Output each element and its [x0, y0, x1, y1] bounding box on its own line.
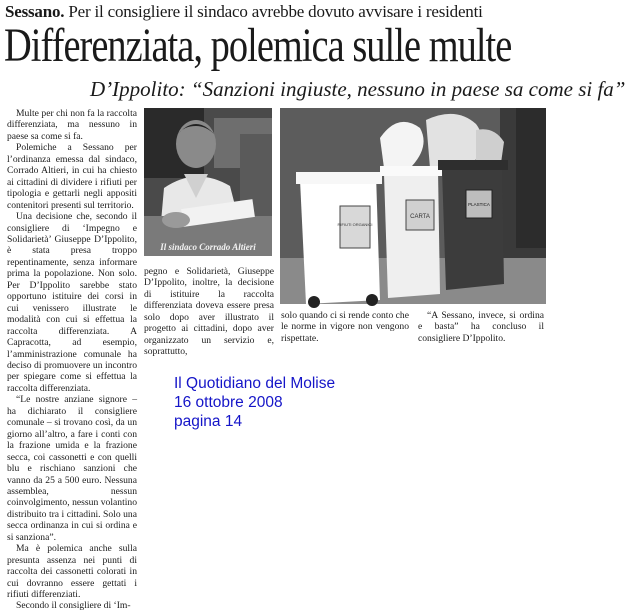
text-column-1 — [7, 108, 137, 612]
paragraph: Multe per chi non fa la raccolta differenziata, ma nessuno in paese sa come si fa. — [7, 108, 137, 142]
kicker-text: Per il consigliere il sindaco avrebbe dovuto avvisare i residenti — [68, 2, 483, 21]
kicker-location: Sessano. — [5, 2, 65, 21]
paragraph: solo quando ci si rende conto che le norme in vigore non vengono rispettate. — [281, 310, 409, 344]
paragraph: Ma è polemica anche sulla presunta assenza nei punti di raccolta dei cassonetti colorati in cui dovranno essere gettati i rifiuti differenziati. — [7, 543, 137, 601]
bin-label-plastic: PLASTICA — [468, 202, 490, 207]
mayor-photo-image — [144, 108, 272, 256]
source-newspaper: Il Quotidiano del Molise — [174, 375, 336, 392]
paragraph: pegno e Solidarietà, Giuseppe D’Ippolito, inoltre, la decisione di istituire la raccolta differenziata doveva essere presa solo dopo aver illustrato il progetto ai cittadini, dopo aver organizzato un servizio e, soprattutto, — [144, 266, 274, 358]
paragraph: Secondo il consigliere di ‘Im- — [16, 600, 131, 612]
paragraph: Una decisione che, secondo il consigliere di ‘Impegno e Solidarietà’ Giuseppe D’Ippolito, è stata presa troppo repentinamente, senza informare prima la popolazione. Non solo. Per D’Ippolito sarebbe stato opportuno istituire dei corsi in cui venissero illustrate le modalità con cui si effettua la raccolta differenziata. A Capracotta, ad esempio, l’amministrazione comunale ha deciso di promuovere un incontro per spiegare come si effettua la raccolta differenziata. — [7, 211, 137, 394]
source-note — [174, 374, 374, 431]
bins-photo-image — [280, 108, 546, 304]
source-date: 16 ottobre 2008 — [174, 394, 283, 411]
article-subhead: D’Ippolito: “Sanzioni ingiuste, nessuno in paese sa come si fa” — [90, 77, 625, 101]
paragraph: “Le nostre anziane signore – ha dichiarato il consigliere comunale – si trovano così, da un giorno all’altro, a fare i conti con la frazione umida e la frazione secca, coi cassonetti e con quelli blu e rischiano sanzioni che vanno da 25 a 500 euro. Nessuna assemblea, nessun coinvolgimento, nessun volantino distribuito tra i cittadini. Solo una secca ordinanza in cui si ordina e si sanziona”. — [7, 394, 137, 543]
article-headline: Differenziata, polemica sulle multe — [4, 19, 512, 72]
text-column-2 — [144, 266, 274, 358]
text-column-4 — [418, 310, 544, 344]
paragraph: Polemiche a Sessano per l’ordinanza emessa dal sindaco, Corrado Altieri, in cui ha chiesto ai cittadini di dividere i rifiuti per tipologia e gettarli negli appositi contenitori presenti sul territorio. — [7, 142, 137, 211]
paragraph: “A Sessano, invece, si ordina e basta” ha concluso il consigliere D’Ippolito. — [418, 310, 544, 344]
mayor-photo — [144, 108, 272, 256]
source-page: pagina 14 — [174, 413, 243, 430]
bin-label-paper: CARTA — [410, 214, 430, 220]
photo-caption: Il sindaco Corrado Altieri — [160, 242, 256, 252]
text-column-3 — [281, 310, 409, 344]
bins-photo — [280, 108, 546, 304]
bin-label-organic: RIFIUTI ORGANICI — [337, 222, 373, 227]
